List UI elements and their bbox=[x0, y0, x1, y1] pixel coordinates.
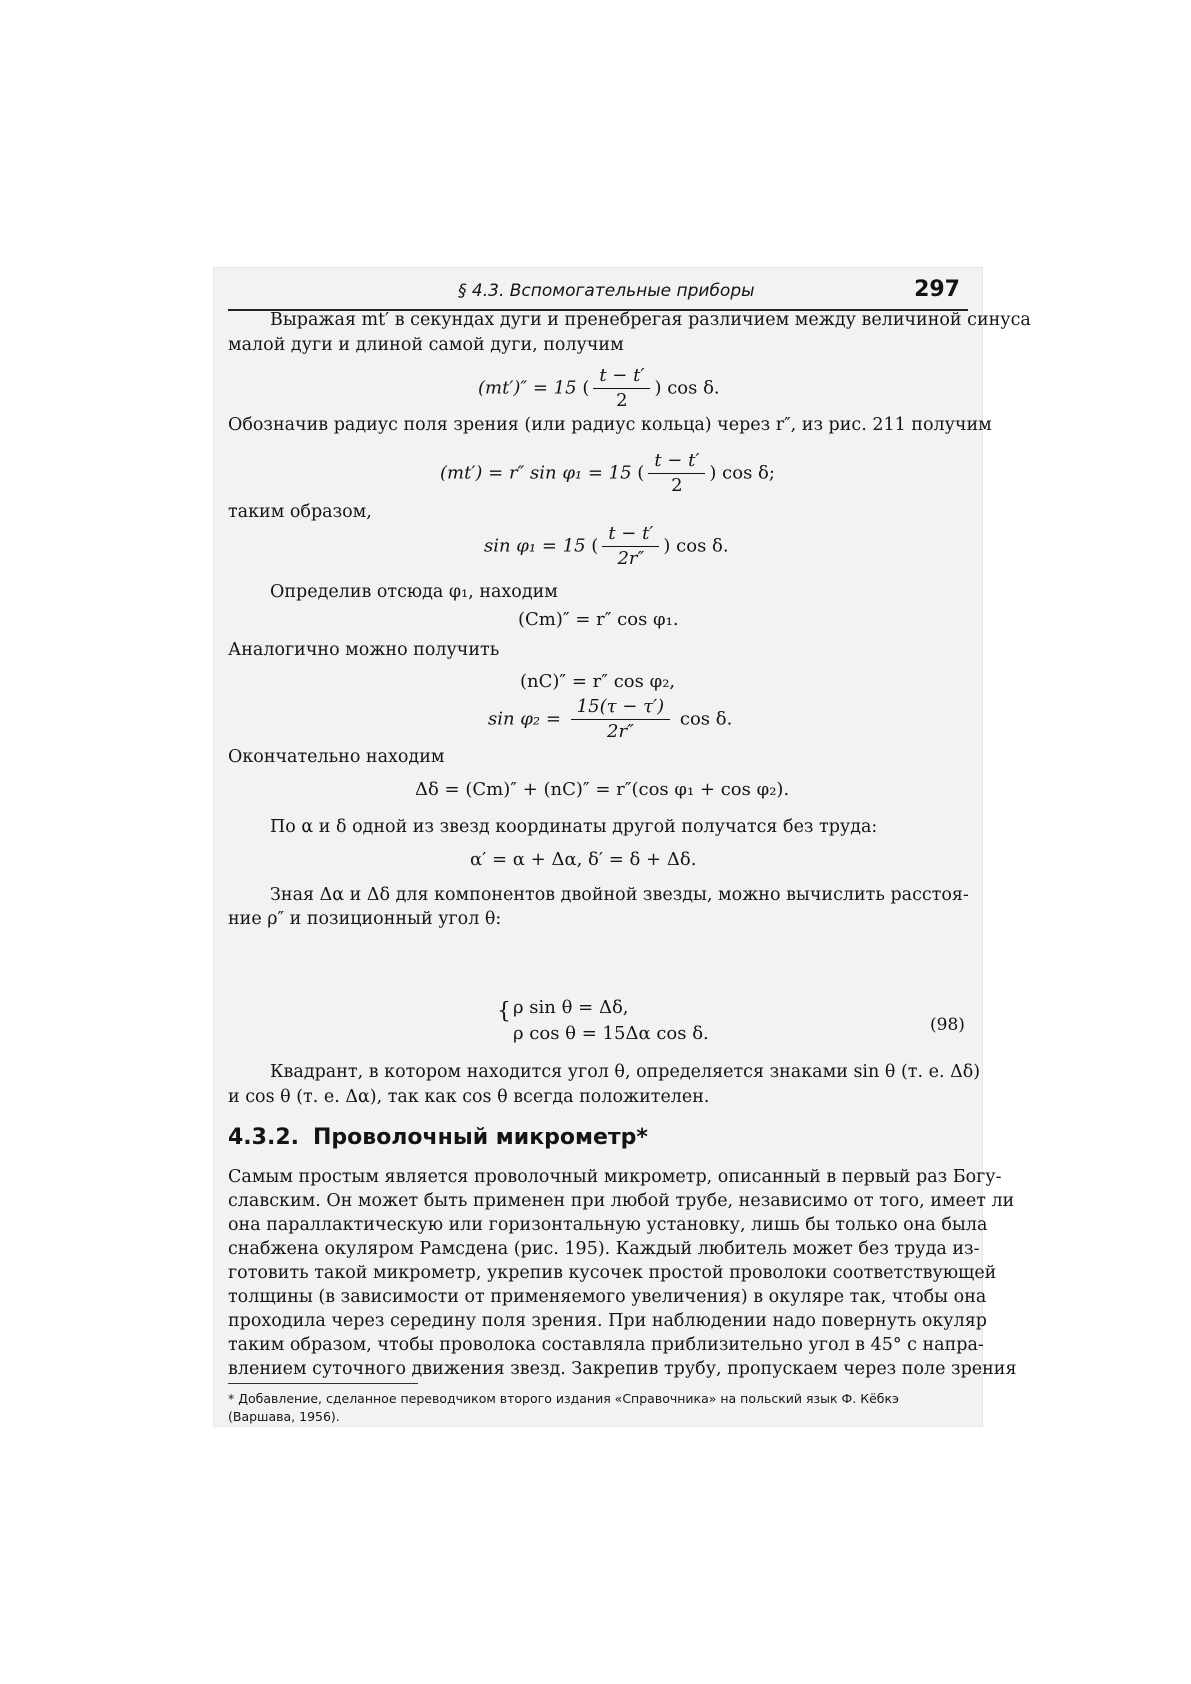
running-header bbox=[228, 277, 968, 311]
body-line: проходила через середину поля зрения. При наблюдении надо повернуть окуляр bbox=[228, 1311, 987, 1331]
paragraph-7: По α и δ одной из звезд координаты другой получатся без труда: bbox=[270, 817, 878, 837]
body-line: Самым простым является проволочный микрометр, описанный в первый раз Богу- bbox=[228, 1167, 1002, 1187]
formula-2: (mt′) = r″ sin φ₁ = 15 ( $\frac{t - t'}{2}$ ) cos δ; bbox=[440, 450, 775, 496]
body-line: снабжена окуляром Рамсдена (рис. 195). Каждый любитель может без труда из- bbox=[228, 1239, 980, 1259]
body-line: она параллактическую или горизонтальную установку, лишь бы только она была bbox=[228, 1215, 988, 1235]
body-line: таким образом, чтобы проволока составляла приблизительно угол в 45° с напра- bbox=[228, 1335, 984, 1355]
page-number: 297 bbox=[914, 277, 960, 302]
section-heading bbox=[228, 1125, 648, 1150]
formula-9-line-1: ρ sin θ = Δδ, bbox=[513, 997, 629, 1018]
paragraph-8-line-1: Зная Δα и Δδ для компонентов двойной звезды, можно вычислить расстоя- bbox=[270, 885, 969, 905]
body-line: влением суточного движения звезд. Закрепив трубу, пропускаем через поле зрения bbox=[228, 1359, 1017, 1379]
paragraph-4: Определив отсюда φ₁, находим bbox=[270, 582, 558, 602]
formula-7: Δδ = (Cm)″ + (nC)″ = r″(cos φ₁ + cos φ₂). bbox=[415, 779, 790, 800]
paragraph-3: таким образом, bbox=[228, 502, 372, 522]
running-header-section: § 4.3. Вспомогательные приборы bbox=[458, 281, 755, 301]
paragraph-2: Обозначив радиус поля зрения (или радиус кольца) через r″, из рис. 211 получим bbox=[228, 415, 992, 435]
paragraph-6: Окончательно находим bbox=[228, 747, 445, 767]
formula-3: sin φ₁ = 15 ( $\frac{t - t'}{2r''}$ ) cos δ. bbox=[484, 523, 729, 569]
footnote-line-1: * Добавление, сделанное переводчиком второго издания «Справочника» на польский язык Ф. Кёбкэ bbox=[228, 1391, 899, 1406]
body-line: готовить такой микрометр, укрепив кусочек простой проволоки соответствующей bbox=[228, 1263, 997, 1283]
formula-1: (mt′)″ = 15 ( $\frac{t - t'}{2}$ ) cos δ. bbox=[478, 365, 720, 411]
paragraph-1-line-2: малой дуги и длиной самой дуги, получим bbox=[228, 335, 624, 355]
formula-8: α′ = α + Δα, δ′ = δ + Δδ. bbox=[470, 849, 697, 870]
formula-5: (nC)″ = r″ cos φ₂, bbox=[520, 671, 676, 692]
paragraph-9-line-2: и cos θ (т. е. Δα), так как cos θ всегда положителен. bbox=[228, 1087, 710, 1107]
paragraph-5: Аналогично можно получить bbox=[228, 640, 500, 660]
paragraph-1-line-1: Выражая mt′ в секундах дуги и пренебрегая различием между величиной синуса bbox=[270, 310, 1031, 330]
section-title: Проволочный микрометр* bbox=[313, 1125, 648, 1150]
section-number: 4.3.2. bbox=[228, 1125, 299, 1150]
body-line: славским. Он может быть применен при любой трубе, независимо от того, имеет ли bbox=[228, 1191, 1015, 1211]
formula-6: sin φ₂ = $\frac{15(\tau - \tau')}{2r''}$ cos δ. bbox=[488, 696, 733, 742]
footnote-rule bbox=[228, 1383, 418, 1384]
body-line: толщины (в зависимости от применяемого увеличения) в окуляре так, чтобы она bbox=[228, 1287, 987, 1307]
formula-4: (Cm)″ = r″ cos φ₁. bbox=[518, 609, 679, 630]
equation-number: (98) bbox=[930, 1015, 965, 1035]
paragraph-8-line-2: ние ρ″ и позиционный угол θ: bbox=[228, 909, 502, 929]
footnote-line-2: (Варшава, 1956). bbox=[228, 1409, 340, 1424]
formula-9-line-2: ρ cos θ = 15Δα cos δ. bbox=[513, 1023, 709, 1044]
paragraph-9-line-1: Квадрант, в котором находится угол θ, определяется знаками sin θ (т. е. Δδ) bbox=[270, 1062, 981, 1082]
system-brace: { bbox=[497, 999, 511, 1024]
